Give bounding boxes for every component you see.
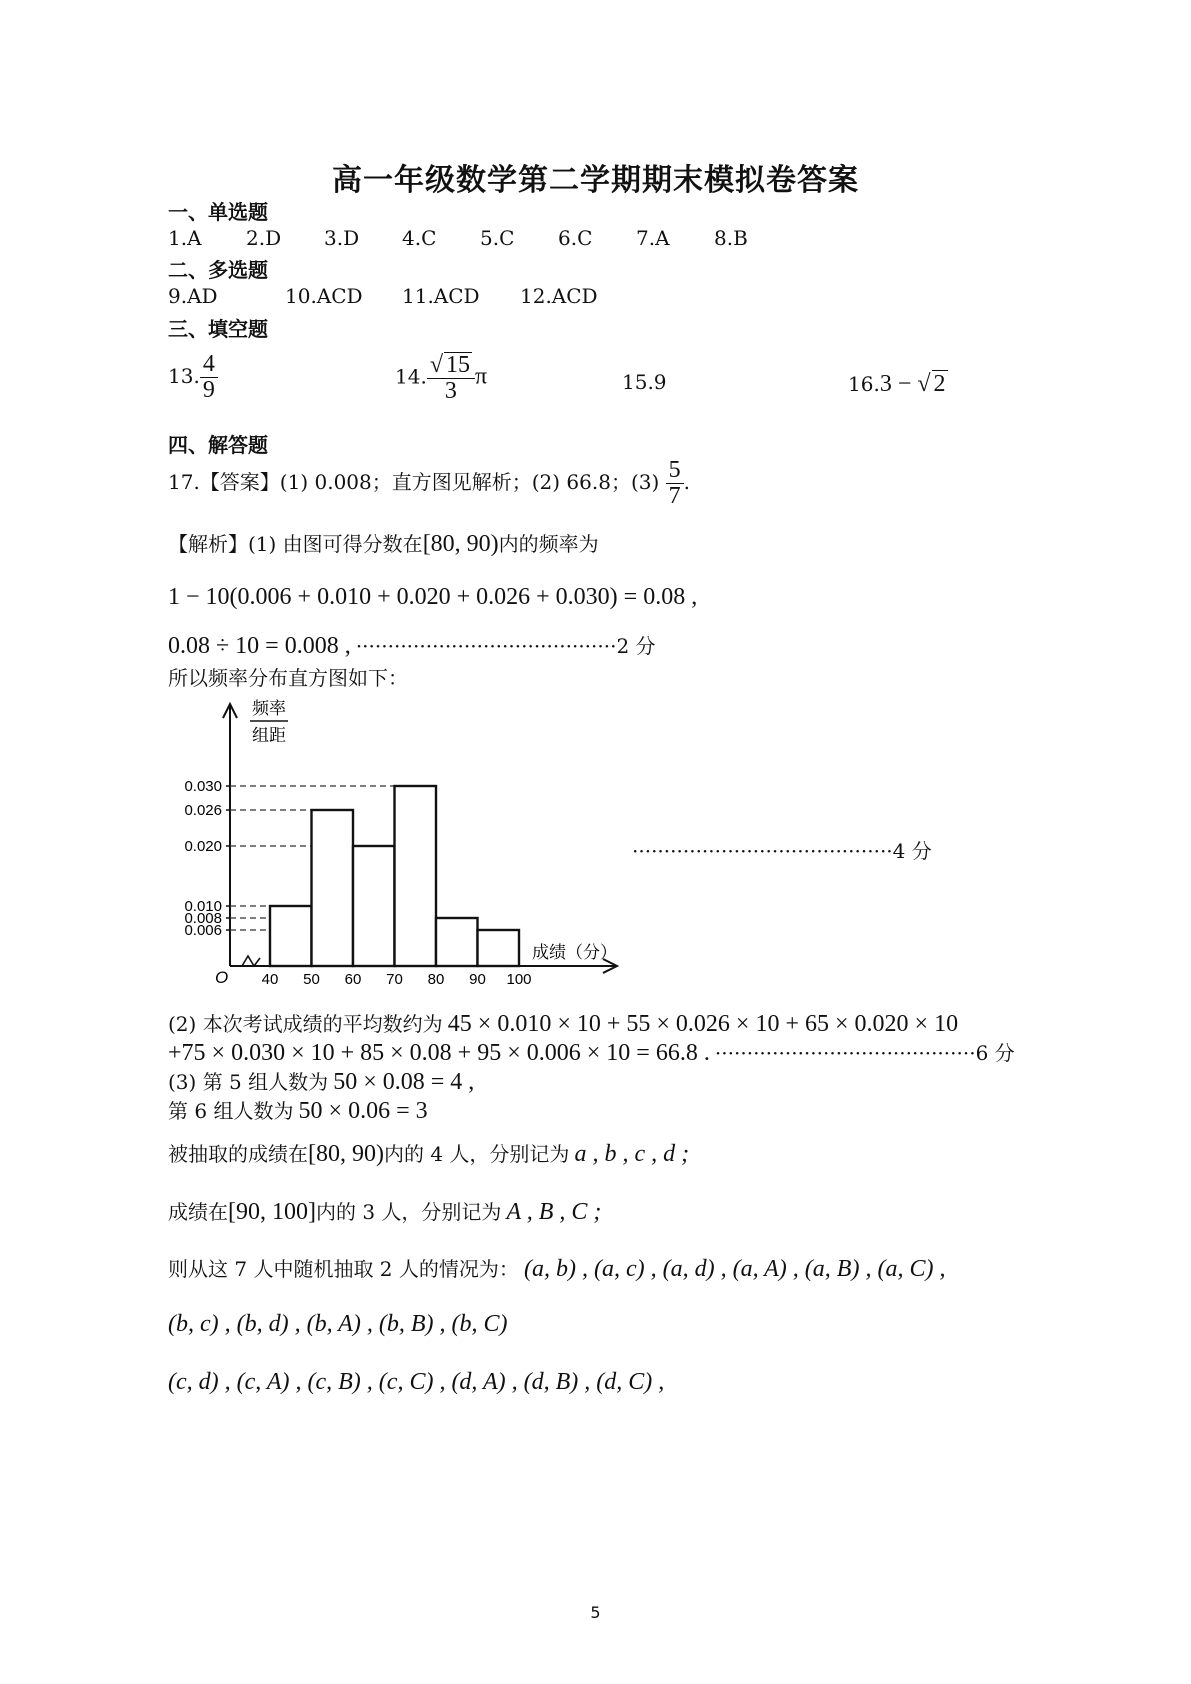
cases-line-3: (c, d) , (c, A) , (c, B) , (c, C) , (d, A) , (d, B) , (d, C) , (168, 1369, 665, 1395)
interval: [80, 90) (422, 531, 499, 557)
group6-line (168, 1095, 428, 1125)
pi-symbol: π (474, 363, 488, 390)
cases-line-1 (168, 1253, 945, 1283)
fill-answer-15: 15.9 (622, 370, 667, 394)
score-marker-4: ·········································4 分 (632, 839, 932, 863)
fill-answer-13 (168, 352, 218, 403)
section-single-choice: 一、单选题 (168, 200, 268, 224)
mean-line-2 (168, 1037, 1015, 1067)
score-marker: ·········································2 分 (355, 634, 656, 658)
q17-answer-line (168, 458, 690, 509)
y-label-bottom: 组距 (252, 726, 286, 745)
question-number: 13. (168, 364, 200, 389)
equation-divide (168, 630, 656, 660)
denominator: 9 (202, 377, 215, 404)
group-text: 第 6 组人数为 (168, 1099, 294, 1123)
score-marker: ·········································6 分 (714, 1041, 1015, 1065)
sqrt-radicand: 15 (445, 352, 470, 378)
x-tick-label: 60 (344, 971, 362, 988)
analysis-text: 内的频率为 (498, 532, 599, 556)
mean-intro: (2) 本次考试成绩的平均数约为 (168, 1012, 443, 1036)
group-text: (3) 第 5 组人数为 (168, 1070, 329, 1094)
answer-item: 12.ACD (520, 284, 598, 308)
text: 内的 3 人，分别记为 (315, 1200, 502, 1224)
answer-item: 9.AD (168, 284, 218, 308)
interval: [80, 90) (308, 1141, 384, 1167)
numerator: 5 (666, 458, 684, 484)
question-number: 14. (395, 364, 427, 389)
page-title: 高一年级数学第二学期期末模拟卷答案 (332, 163, 859, 198)
answer-item: 1.A (168, 226, 202, 250)
text: 内的 4 人，分别记为 (383, 1142, 570, 1166)
section-solve: 四、解答题 (168, 433, 268, 457)
answer-item: 8.B (714, 226, 748, 250)
histogram-intro: 所以频率分布直方图如下： (168, 666, 408, 690)
period: . (683, 470, 691, 495)
mean-expression: 45 × 0.010 × 10 + 55 × 0.026 × 10 + 65 × 0.020 × 10 (447, 1011, 959, 1037)
x-axis-label: 成绩（分） (532, 943, 617, 962)
y-tick-label: 0.010 (184, 898, 222, 915)
text: 成绩在 (168, 1200, 228, 1224)
x-tick-label: 70 (386, 971, 403, 988)
group5-line (168, 1066, 474, 1096)
section-fill-blank: 三、填空题 (168, 317, 268, 341)
y-tick-label: 0.020 (184, 838, 222, 855)
x-tick-label: 90 (469, 971, 486, 988)
answer-item: 5.C (480, 226, 515, 250)
frequency-histogram (170, 696, 630, 996)
answer-item: 4.C (402, 226, 437, 250)
denominator: 7 (668, 483, 681, 510)
fraction (427, 352, 475, 404)
expression: 3 − (879, 371, 918, 397)
x-tick-label: 100 (506, 971, 532, 988)
equation: 0.08 ÷ 10 = 0.008 , (168, 633, 351, 659)
histogram-bar (312, 810, 354, 966)
fill-answer-14 (395, 352, 487, 404)
y-tick-label: 0.030 (184, 778, 222, 795)
group-equation: 50 × 0.08 = 4 , (333, 1069, 475, 1095)
answer-item: 10.ACD (285, 284, 363, 308)
analysis-text: 【解析】(1) 由图可得分数在 (168, 532, 423, 556)
mean-line-1 (168, 1008, 958, 1038)
histogram-bar (270, 906, 312, 966)
page-number: 5 (590, 1603, 601, 1622)
answer-text: 17.【答案】(1) 0.008；直方图见解析；(2) 66.8；(3) (168, 470, 660, 495)
variable-names: a , b , c , d ; (574, 1141, 690, 1167)
interval: [90, 100] (228, 1199, 316, 1225)
variable-names: A , B , C ; (506, 1199, 602, 1225)
y-tick-label: 0.008 (184, 910, 222, 927)
answer-item: 11.ACD (402, 284, 480, 308)
fill-answer-16: 16.3 − √ 2 (848, 371, 946, 397)
answer-item: 2.D (246, 226, 282, 250)
histogram-bar (395, 786, 437, 966)
origin-label: O (215, 968, 229, 987)
fraction (200, 352, 218, 403)
numerator: √ 15 (427, 352, 475, 379)
answer-item: 7.A (636, 226, 670, 250)
text: 被抽取的成绩在 (168, 1142, 308, 1166)
y-tick-label: 0.026 (184, 802, 222, 819)
mean-expression: +75 × 0.030 × 10 + 85 × 0.08 + 95 × 0.006 × 10 = 66.8 . (168, 1040, 710, 1066)
q17-analysis-line (168, 528, 599, 558)
histogram-bar (478, 930, 520, 966)
picked-line (168, 1138, 689, 1168)
y-label-top: 频率 (252, 699, 286, 718)
histogram-bar (436, 918, 478, 966)
histogram-bar (353, 846, 395, 966)
question-number: 16. (848, 372, 880, 396)
x-tick-label: 50 (303, 971, 320, 988)
answer-item: 3.D (324, 226, 360, 250)
sqrt-radicand: 2 (933, 371, 946, 397)
section-multi-choice: 二、多选题 (168, 258, 268, 282)
case-list: (a, b) , (a, c) , (a, d) , (a, A) , (a, B) , (a, C) , (523, 1256, 946, 1282)
numerator: 4 (200, 352, 218, 378)
cases-line-2: (b, c) , (b, d) , (b, A) , (b, B) , (b, C) (168, 1311, 508, 1337)
answer-item: 6.C (558, 226, 593, 250)
x-tick-label: 40 (261, 971, 279, 988)
equation-frequency: 1 − 10(0.006 + 0.010 + 0.020 + 0.026 + 0.030) = 0.08 , (168, 584, 698, 610)
grade-line (168, 1196, 601, 1226)
y-tick-label: 0.006 (184, 922, 222, 939)
fraction (666, 458, 684, 509)
group-equation: 50 × 0.06 = 3 (298, 1098, 428, 1124)
x-tick-label: 80 (427, 971, 445, 988)
denominator: 3 (444, 378, 457, 405)
axis-break-mark (242, 956, 260, 966)
text: 则从这 7 人中随机抽取 2 人的情况为： (168, 1257, 519, 1281)
